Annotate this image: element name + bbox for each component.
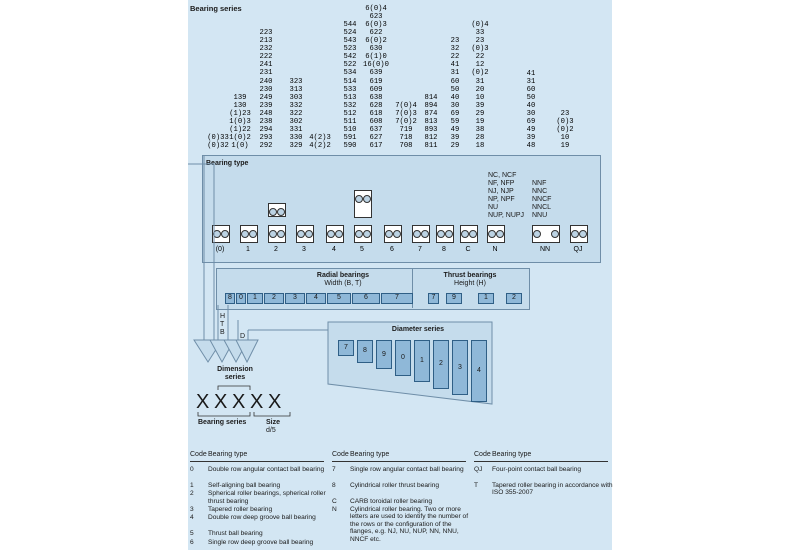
legend-code: 2: [190, 490, 194, 498]
bearing-type-label: NN: [539, 246, 551, 253]
size-label: Size: [266, 419, 281, 426]
legend-code: 6: [190, 538, 194, 546]
series-value: 6(0)3: [365, 21, 387, 30]
series-value: 130: [233, 101, 247, 110]
series-value: (0)33: [207, 133, 229, 142]
designation-x: X: [196, 391, 210, 413]
legend-row: [474, 466, 614, 481]
series-value: 230: [259, 85, 273, 94]
legend-code: 7: [332, 466, 336, 473]
series-value: 31: [475, 77, 485, 86]
legend-header-type-1: Bearing type: [208, 451, 248, 458]
diameter-cell-label: 3: [458, 363, 462, 371]
series-value: 812: [424, 133, 438, 142]
diameter-cell-label: 0: [401, 353, 405, 361]
diameter-cell-label: 1: [420, 357, 424, 364]
radial-cell-label: 6: [364, 294, 368, 301]
diameter-title: Diameter series: [391, 326, 445, 333]
n-variant: NP, NPF: [488, 196, 515, 203]
series-value: 22: [450, 53, 460, 62]
series-value: 41: [450, 61, 460, 70]
legend-row: [190, 490, 330, 505]
series-value: 231: [259, 69, 273, 78]
nn-variant: NNCL: [532, 204, 552, 211]
nn-variant: NNC: [532, 188, 548, 195]
series-value: 514: [343, 77, 357, 86]
series-value: 511: [343, 117, 357, 126]
series-value: 331: [289, 125, 303, 134]
series-value: 41: [526, 69, 536, 78]
series-value: 542: [343, 53, 357, 62]
series-value: 22: [475, 53, 485, 62]
thrust-cell-label: 2: [512, 294, 516, 301]
diameter-cell-label: 7: [344, 344, 348, 351]
bearing-type-label: 1: [246, 246, 250, 253]
series-value: 241: [259, 61, 273, 70]
diameter-cell-label: 4: [477, 366, 481, 374]
series-value: 532: [343, 101, 357, 110]
legend-row: [332, 466, 472, 481]
bearing-series-label: Bearing series: [198, 419, 247, 426]
series-value: (0)4: [471, 21, 489, 30]
series-value: 510: [343, 125, 357, 134]
radial-sub: Width (B, T): [324, 280, 362, 287]
series-value: 874: [424, 109, 438, 118]
bearing-type-label: (0): [215, 246, 225, 253]
series-value: 249: [259, 93, 273, 102]
series-value: 50: [526, 93, 536, 102]
series-value: 12: [475, 61, 485, 70]
designation-x: X: [214, 391, 228, 413]
legend-text: Self-aligning ball bearing: [208, 481, 281, 489]
series-value: 619: [369, 77, 383, 86]
series-value: 39: [475, 101, 485, 110]
legend-text: Tapered roller bearing in accordance with ISO 355-2007: [492, 481, 613, 497]
n-variant: NUP, NUPJ: [488, 212, 525, 219]
series-value: 28: [475, 133, 485, 142]
series-value: 139: [233, 93, 247, 102]
legend-row: [332, 482, 472, 497]
n-variant: NU: [488, 204, 499, 211]
series-value: 294: [259, 125, 273, 134]
series-value: 59: [450, 117, 460, 126]
series-value: 323: [289, 77, 303, 86]
thrust-title: Thrust bearings: [443, 272, 497, 279]
legend-rule-1: [190, 461, 324, 462]
series-value: 622: [369, 29, 383, 38]
series-value: 6(0)2: [365, 37, 387, 46]
series-value: 543: [343, 37, 357, 46]
series-value: 608: [369, 117, 383, 126]
series-value: (0)3: [471, 45, 489, 54]
series-value: 20: [475, 85, 485, 94]
series-value: 32: [450, 45, 460, 54]
diagram-title: Bearing series: [190, 4, 242, 13]
series-value: (1)22: [229, 125, 251, 134]
legend-text: Cylindrical roller thrust bearing: [350, 481, 440, 489]
series-value: 10: [475, 93, 485, 102]
legend-row: [474, 482, 614, 497]
series-value: 60: [526, 85, 536, 94]
legend-code: T: [474, 481, 479, 489]
bearing-type-label: 2: [274, 246, 278, 253]
series-value: 18: [475, 141, 485, 150]
legend-header-code-1: Code: [190, 451, 207, 458]
legend-row: [190, 482, 330, 489]
bearing-type-label: 6: [390, 246, 394, 253]
bearing-type-label: C: [465, 246, 471, 253]
series-value: 10: [560, 133, 570, 142]
radial-cell-label: 3: [293, 294, 297, 301]
n-variant: NC, NCF: [488, 172, 517, 179]
n-variant: NF, NFP: [488, 180, 515, 187]
htb-letter: B: [220, 329, 225, 336]
legend-code: 5: [190, 530, 194, 538]
radial-cell-label: 4: [314, 294, 318, 301]
series-value: 591: [343, 133, 357, 142]
series-value: 30: [450, 101, 460, 110]
d-label: D: [240, 333, 246, 340]
thrust-cell-label: 1: [484, 294, 488, 301]
series-value: 39: [526, 133, 536, 142]
series-value: 513: [343, 93, 357, 102]
series-value: 590: [343, 141, 357, 150]
series-value: 303: [289, 93, 303, 102]
series-value: 6(1)0: [365, 53, 387, 62]
legend-code: C: [332, 497, 337, 505]
legend-row: [332, 506, 472, 550]
htb-letter: T: [220, 321, 225, 328]
legend-code: 4: [190, 514, 194, 522]
series-value: (0)2: [556, 125, 574, 134]
legend-row: [190, 530, 330, 537]
series-value: 814: [424, 93, 438, 102]
bearing-type-label: 3: [302, 246, 306, 253]
series-value: 894: [424, 101, 438, 110]
series-value: 293: [259, 133, 273, 142]
series-value: 19: [475, 117, 485, 126]
series-value: 1(0): [231, 141, 249, 150]
legend-rule-3: [474, 461, 608, 462]
n-variant: NJ, NJP: [488, 188, 514, 195]
htb-letter: H: [220, 313, 226, 320]
legend-text: Tapered roller bearing: [208, 506, 273, 513]
radial-cell-label: 1: [253, 294, 257, 301]
series-value: 512: [343, 109, 357, 118]
series-value: 534: [343, 69, 357, 78]
nn-variant: NNF: [532, 180, 547, 187]
series-value: 38: [475, 125, 485, 134]
series-value: 811: [424, 141, 438, 150]
legend-code: 3: [190, 506, 194, 513]
series-value: 222: [259, 53, 273, 62]
nn-variant: NNU: [532, 212, 548, 219]
legend-header-code-2: Code: [332, 451, 349, 458]
series-value: 49: [450, 125, 460, 134]
series-value: 617: [369, 141, 383, 150]
series-value: 19: [560, 141, 570, 150]
series-value: 239: [259, 101, 273, 110]
series-value: 31: [526, 77, 536, 86]
bearing-type-title: Bearing type: [206, 160, 249, 167]
radial-cell-label: 0: [239, 294, 243, 301]
series-value: 30: [526, 109, 536, 118]
bearing-type-label: N: [492, 246, 498, 253]
bearing-type-label: 7: [418, 246, 422, 253]
series-value: 29: [450, 141, 460, 150]
legend-header-type-3: Bearing type: [492, 451, 532, 458]
legend-text: Double row angular contact ball bearing: [208, 466, 325, 473]
legend-text: Cylindrical roller bearing. Two or more letters are used to identify the number of the rows or the configuration of the flanges, e.g. NJ, NU, NUP, NN, NNU, NNCF etc.: [350, 506, 469, 543]
bearing-type-label: QJ: [573, 246, 583, 253]
series-value: 213: [259, 37, 273, 46]
series-value: 7(0)3: [395, 109, 417, 118]
legend-code: QJ: [474, 466, 483, 473]
thrust-cell-label: 7: [431, 294, 436, 301]
legend-text: Single row deep groove ball bearing: [208, 538, 314, 546]
series-value: 1(0)2: [229, 133, 251, 142]
series-value: 238: [259, 117, 273, 126]
legend-row: [190, 539, 330, 553]
series-value: 4(2)2: [309, 141, 331, 150]
legend-row: [190, 466, 330, 481]
series-value: 322: [289, 109, 303, 118]
series-value: 48: [526, 141, 536, 150]
series-value: 628: [369, 101, 383, 110]
designation-x: X: [232, 391, 246, 413]
series-value: 248: [259, 109, 273, 118]
legend-row: [190, 506, 330, 513]
series-value: 618: [369, 109, 383, 118]
series-value: 7(0)4: [395, 101, 417, 110]
series-value: 609: [369, 85, 383, 94]
series-value: 330: [289, 133, 303, 142]
series-value: 630: [369, 45, 383, 54]
radial-cell-label: 2: [272, 294, 276, 301]
series-value: (0)3: [556, 117, 574, 126]
series-value: 719: [399, 125, 413, 134]
series-value: 69: [526, 117, 536, 126]
series-value: 40: [526, 101, 536, 110]
series-value: 638: [369, 93, 383, 102]
series-value: (0)2: [471, 69, 489, 78]
diagram-page: [188, 0, 612, 550]
bearing-type-label: 5: [360, 246, 364, 253]
series-value: 240: [259, 77, 273, 86]
series-value: 1(0)3: [229, 117, 251, 126]
legend-text: CARB toroidal roller bearing: [350, 497, 433, 505]
series-value: 524: [343, 29, 357, 38]
radial-cell-label: 7: [395, 294, 399, 301]
series-value: 60: [450, 77, 460, 86]
series-value: 31: [450, 69, 460, 78]
series-value: (1)23: [229, 109, 251, 118]
series-value: 7(0)2: [395, 117, 417, 126]
series-value: 33: [475, 29, 485, 38]
legend-code: 0: [190, 466, 194, 473]
thrust-sub: Height (H): [454, 280, 486, 287]
series-value: 708: [399, 141, 413, 150]
radial-cell-label: 8: [228, 294, 232, 301]
series-value: 718: [399, 133, 413, 142]
series-value: 39: [450, 133, 460, 142]
legend-code: N: [332, 506, 337, 513]
legend-header-type-2: Bearing type: [350, 451, 390, 458]
series-value: 893: [424, 125, 438, 134]
series-value: 232: [259, 45, 273, 54]
bearing-type-label: 8: [442, 246, 446, 253]
series-value: 639: [369, 69, 383, 78]
series-value: 533: [343, 85, 357, 94]
legend-code: 1: [190, 481, 194, 489]
series-value: 6(0)4: [365, 5, 387, 14]
series-value: 4(2)3: [309, 133, 331, 142]
series-value: 40: [450, 93, 460, 102]
designation-x: X: [250, 391, 264, 413]
nn-variant: NNCF: [532, 196, 552, 203]
legend-header-code-3: Code: [474, 451, 491, 458]
legend-text: Single row angular contact ball bearing: [350, 466, 464, 473]
diameter-cell-label: 8: [363, 347, 367, 355]
radial-title: Radial bearings: [316, 272, 370, 279]
series-value: 29: [475, 109, 485, 118]
series-value: 16(0)0: [363, 61, 389, 70]
diameter-cell-label: 2: [439, 360, 443, 368]
series-value: (0)32: [207, 141, 229, 150]
series-value: 49: [526, 125, 536, 134]
series-value: 522: [343, 61, 357, 70]
series-value: 302: [289, 117, 303, 126]
thrust-cell-label: 9: [452, 294, 456, 301]
series-value: 627: [369, 133, 383, 142]
series-value: 292: [259, 141, 273, 150]
designation-x: X: [268, 391, 282, 413]
series-value: 523: [343, 45, 357, 54]
legend-row: [190, 514, 330, 529]
series-value: 23: [450, 37, 460, 46]
legend-text: Spherical roller bearings, spherical roller thrust bearing: [208, 490, 326, 505]
diameter-cell-label: 9: [382, 350, 386, 358]
series-value: 544: [343, 21, 357, 30]
series-value: 313: [289, 85, 303, 94]
dimension-series-label: Dimension series: [217, 366, 253, 381]
series-value: 637: [369, 125, 383, 134]
series-value: 329: [289, 141, 303, 150]
series-value: 23: [560, 109, 570, 118]
bearing-type-label: 4: [332, 246, 336, 253]
series-value: 23: [475, 37, 485, 46]
legend-code: 8: [332, 481, 336, 489]
legend-text: Thrust ball bearing: [208, 530, 263, 538]
series-value: 223: [259, 29, 273, 38]
legend-row: [332, 498, 472, 505]
size-sub-label: d/5: [266, 427, 276, 434]
legend-text: Double row deep groove ball bearing: [208, 514, 316, 522]
legend-rule-2: [332, 461, 466, 462]
series-value: 50: [450, 85, 460, 94]
series-value: 69: [450, 109, 460, 118]
legend-text: Four-point contact ball bearing: [492, 466, 582, 473]
series-value: 332: [289, 101, 303, 110]
series-value: 623: [369, 13, 383, 22]
series-value: 813: [424, 117, 438, 126]
radial-cell-label: 5: [337, 294, 341, 301]
